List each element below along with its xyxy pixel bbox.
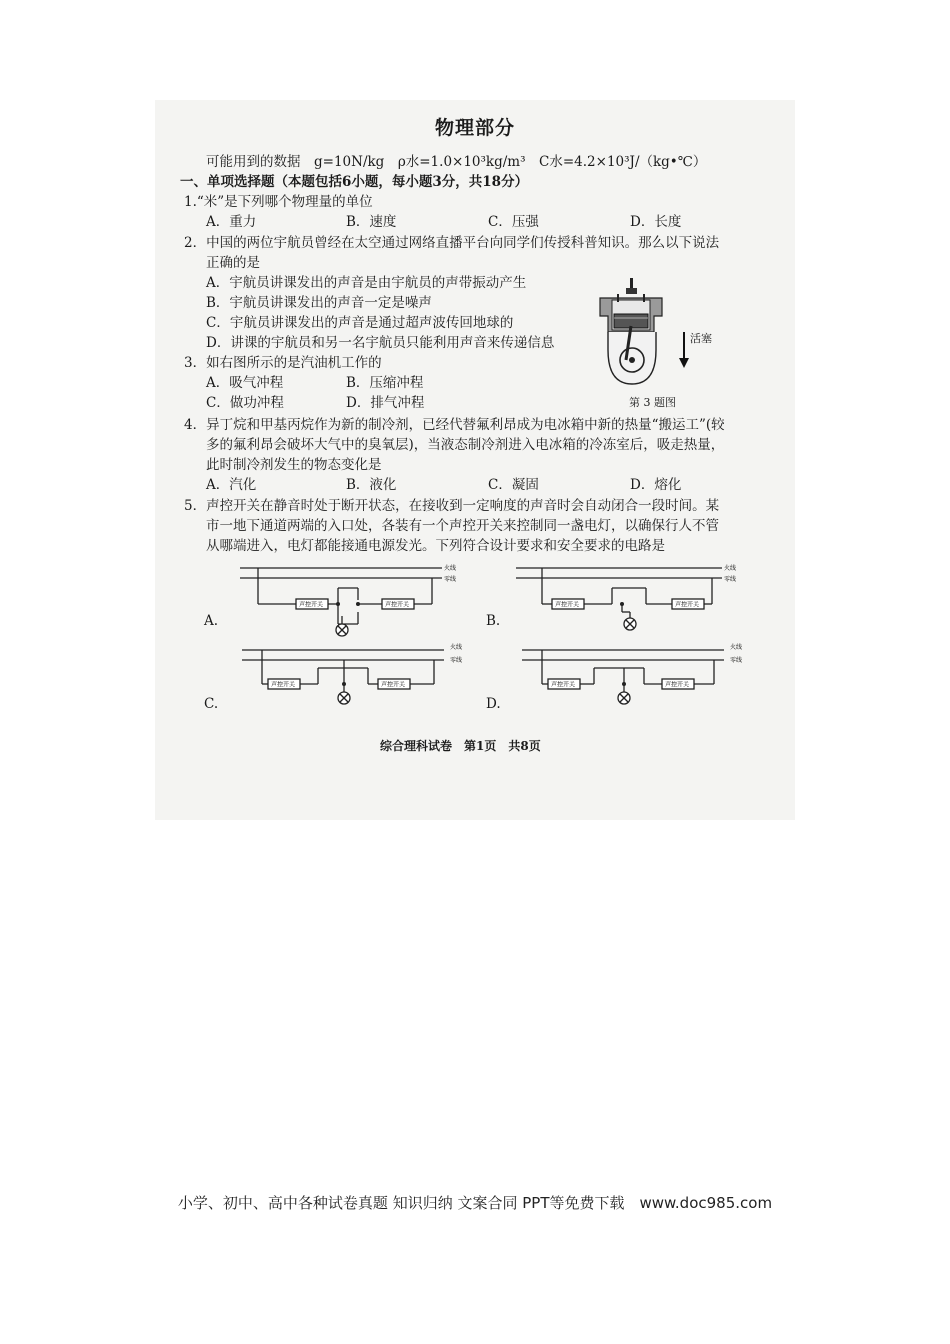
q4-stem-line2: 多的氟利昂会破坏大气中的臭氧层)，当液态制冷剂进入电冰箱的冷冻室后，吸走热量， xyxy=(206,437,725,453)
circuit-d-switch2-label: 声控开关 xyxy=(665,681,690,689)
circuit-d xyxy=(518,640,758,720)
q3-stem: 3．如右图所示的是汽油机工作的 xyxy=(184,355,382,371)
q3-option-d: D．排气冲程 xyxy=(346,395,425,411)
circuit-a-live-label: 火线 xyxy=(444,565,456,572)
q3-option-b: B．压缩冲程 xyxy=(346,375,424,391)
q5-stem-line1: 5．声控开关在静音时处于断开状态，在接收到一定响度的声音时会自动闭合一段时间。某 xyxy=(184,498,720,514)
q4-option-a: A．汽化 xyxy=(206,477,257,493)
circuit-d-live-label: 火线 xyxy=(730,644,743,651)
page-footer: 综合理科试卷 第1页 共8页 xyxy=(380,739,541,753)
circuit-d-neutral-label: 零线 xyxy=(730,657,743,664)
circuit-a-neutral-label: 零线 xyxy=(444,576,456,583)
q5-stem-line2: 市一地下通道两端的入口处，各装有一个声控开关来控制同一盏电灯，以确保行人不管 xyxy=(206,518,719,534)
circuit-d-switch1-label: 声控开关 xyxy=(551,681,576,689)
engine-cylinder-figure xyxy=(596,276,726,396)
q2-option-c: C．宇航员讲课发出的声音是通过超声波传回地球的 xyxy=(206,315,514,331)
q2-option-b: B．宇航员讲课发出的声音一定是噪声 xyxy=(206,295,432,311)
q2-option-a: A．宇航员讲课发出的声音是由宇航员的声带振动产生 xyxy=(206,275,527,291)
circuit-b-switch1-label: 声控开关 xyxy=(555,601,580,609)
piston-label: 活塞 xyxy=(690,332,712,345)
q5-option-b: B. xyxy=(486,613,501,629)
q1-option-a: A．重力 xyxy=(206,214,257,230)
section-heading: 一、单项选择题（本题包括6小题，每小题3分，共18分） xyxy=(180,174,529,190)
page-title: 物理部分 xyxy=(434,117,515,139)
q4-stem-line1: 4．异丁烷和甲基丙烷作为新的制冷剂，已经代替氟利昂成为电冰箱中新的热量“搬运工”(较 xyxy=(184,417,725,433)
circuit-a xyxy=(236,560,456,640)
circuit-a-switch2-label: 声控开关 xyxy=(385,601,410,609)
q2-stem-line2: 正确的是 xyxy=(206,255,260,271)
q4-stem-line3: 此时制冷剂发生的物态变化是 xyxy=(206,457,382,473)
q2-stem-line1: 2．中国的两位宇航员曾经在太空通过网络直播平台向同学们传授科普知识。那么以下说法 xyxy=(184,235,720,251)
q1-stem: 1.“米”是下列哪个物理量的单位 xyxy=(184,194,373,210)
q5-option-a: A. xyxy=(204,613,219,629)
circuit-c-neutral-label: 零线 xyxy=(450,657,463,664)
circuit-b-neutral-label: 零线 xyxy=(724,576,737,583)
q1-option-b: B．速度 xyxy=(346,214,397,230)
circuit-b-live-label: 火线 xyxy=(724,565,737,572)
circuit-c-switch1-label: 声控开关 xyxy=(271,681,296,689)
q4-option-b: B．液化 xyxy=(346,477,397,493)
circuit-c-live-label: 火线 xyxy=(450,644,463,651)
circuit-c-switch2-label: 声控开关 xyxy=(381,681,406,689)
q2-option-d: D．讲课的宇航员和另一名宇航员只能利用声音来传递信息 xyxy=(206,335,555,351)
q3-option-c: C．做功冲程 xyxy=(206,395,284,411)
bottom-watermark-line: 小学、初中、高中各种试卷真题 知识归纳 文案合同 PPT等免费下载 www.doc985.com xyxy=(177,1194,773,1212)
q3-option-a: A．吸气冲程 xyxy=(206,375,284,391)
data-line: 可能用到的数据 g=10N/kg ρ水=1.0×10³kg/m³ C水=4.2×10³J/（kg•℃） xyxy=(206,154,707,170)
q5-option-c: C. xyxy=(204,696,219,712)
q4-option-d: D．熔化 xyxy=(630,477,682,493)
circuit-b-switch2-label: 声控开关 xyxy=(675,601,700,609)
circuit-a-switch1-label: 声控开关 xyxy=(299,601,324,609)
q5-option-d: D. xyxy=(486,696,501,712)
q4-option-c: C．凝固 xyxy=(488,477,539,493)
q3-figure-caption: 第 3 题图 xyxy=(629,396,676,409)
q1-option-c: C．压强 xyxy=(488,214,539,230)
circuit-c xyxy=(238,640,478,720)
q5-stem-line3: 从哪端进入，电灯都能接通电源发光。下列符合设计要求和安全要求的电路是 xyxy=(206,538,665,554)
q1-option-d: D．长度 xyxy=(630,214,682,230)
circuit-b xyxy=(512,560,752,640)
